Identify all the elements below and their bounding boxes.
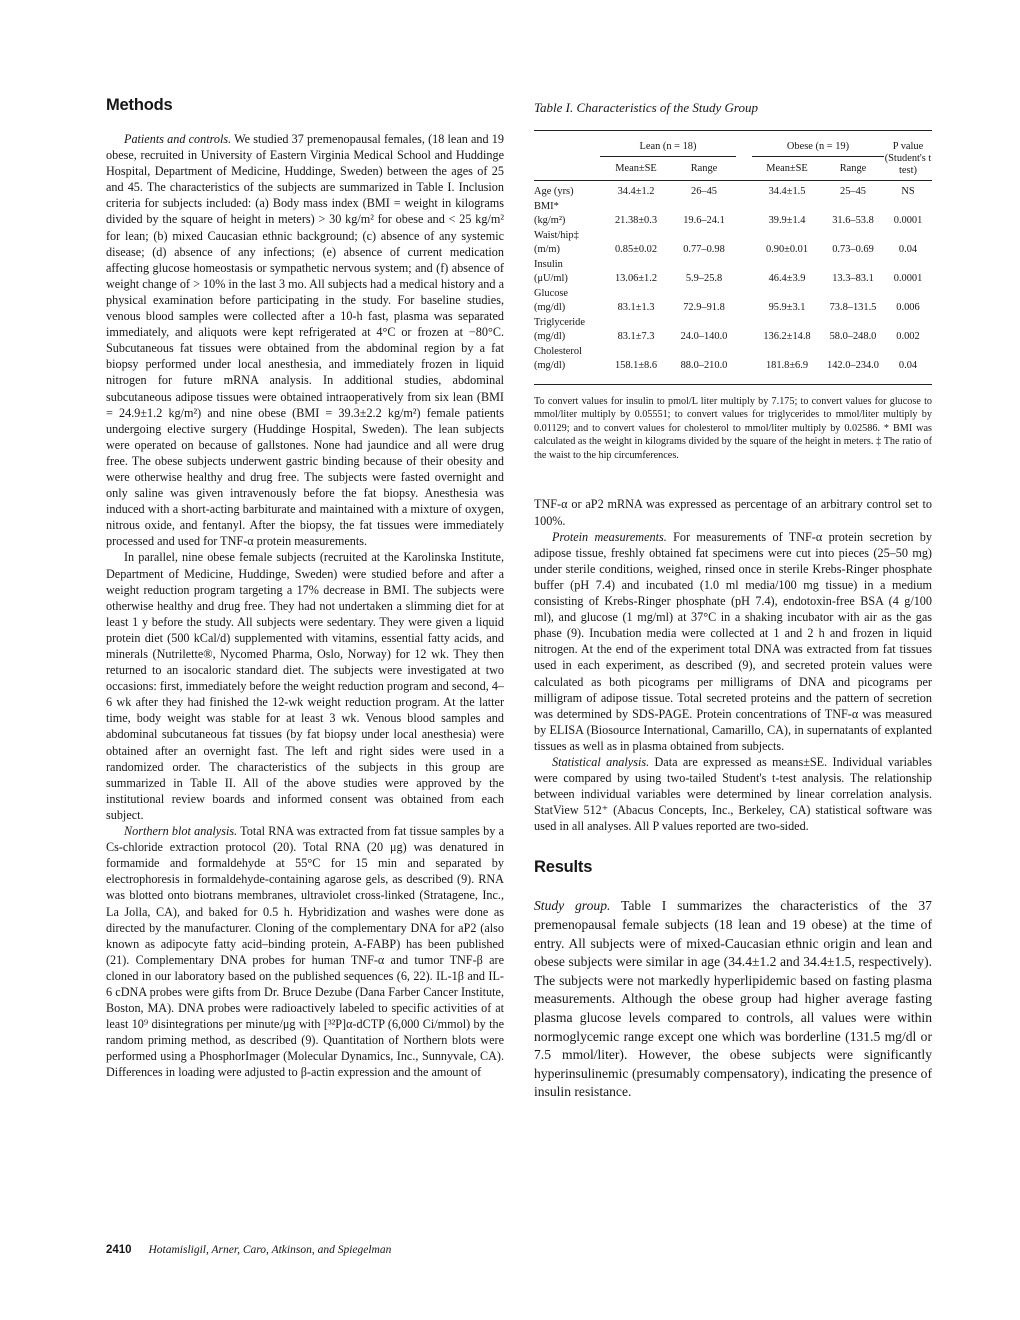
obese-group-header: Obese (n = 19): [752, 131, 884, 157]
obese-range-cell: 31.6–53.8: [832, 215, 874, 226]
table-row-label: [534, 229, 932, 244]
statistics-paragraph: [534, 754, 932, 834]
characteristics-table: [534, 130, 932, 385]
obese-mean-cell: 39.9±1.4: [768, 215, 806, 226]
lean-range-cell: 24.0–140.0: [680, 331, 728, 342]
obese-range-cell: 73.8–131.5: [829, 302, 877, 313]
table-row: [534, 330, 932, 345]
row-label: Glucose: [534, 287, 569, 299]
obese-mean-cell: 95.9±3.1: [768, 302, 806, 313]
table-row-label: [534, 200, 932, 215]
pvalue-cell: 0.0001: [893, 273, 923, 284]
lean-range-cell: 26–45: [691, 186, 717, 197]
lean-mean-cell: 158.1±8.6: [600, 359, 672, 384]
row-label: BMI*: [534, 200, 559, 212]
table-row-label: [534, 287, 932, 302]
table-row: [534, 359, 932, 384]
lean-group-header: Lean (n = 18): [600, 131, 736, 157]
row-unit: (mg/dl): [534, 302, 566, 313]
table-row: [534, 243, 932, 258]
obese-mean-header: Mean±SE: [766, 163, 808, 174]
lean-mean-cell: 34.4±1.2: [617, 186, 655, 197]
pvalue-cell: 0.04: [898, 244, 918, 255]
row-unit: (μU/ml): [534, 273, 568, 284]
lean-range-cell: 5.9–25.8: [685, 273, 723, 284]
table-row: [534, 214, 932, 229]
northern-text: Total RNA was extracted from fat tissue samples by a Cs-chloride extraction protocol (20). Total RNA (20 μg) was denatured in formamide and formaldehyde at 55°C for 15 min and separated by electrophoresis in formaldehyde-containing agarose gels, as described (9). RNA was blotted onto biotrans membranes, ultraviolet cross-linked (Stratagene, Inc., La Jolla, CA), and baked for 0.5 h. Hybridization and washes were done as directed by the manufacturer. Cloning of the complementary DNA for aP2 (also known as adipocyte fatty acid–binding protein, A-FABP) has been published (21). Complementary DNA probes for human TNF-α and tumor TNF-β are cloned in our laboratory based on the published sequences (6, 22). IL-1β and IL-6 cDNA probes were gifts from Dr. Bruce Dezube (Dana Farber Cancer Institute, Boston, MA). DNA probes were radioactively labeled to specific activities of at least 10⁹ disintegrations per minute/μg with [³²P]α-dCTP (6,000 Ci/mmol) by the random priming method, as described (9). Quantitation of Northern blots were performed using a PhosphorImager (Molecular Dynamics, Inc., Sunnyvale, CA). Differences in loading were adjusted to β-actin expression and the amount of: [106, 824, 505, 1080]
protein-text: For measurements of TNF-α protein secretion by adipose tissue, freshly obtained fat specimens were cut into pieces (25–50 mg) under sterile conditions, weighed, rinsed once in sterile Krebs-Ringer phosphate buffer (pH 7.4) and incubated (1.0 ml media/100 mg tissue) in a medium consisting of Krebs-Ringer phosphate (pH 7.4), endotoxin-free BSA (4 g/100 ml), and glucose (1 mg/ml) at 37°C in a shaking incubator with air as the gas phase (9). Incubation media were collected at 1 and 2 h and frozen in liquid nitrogen. At the end of the experiment total DNA was extracted from fat tissues used in each experiment, as described (9), and secreted protein values were calculated as both picograms per milligrams of DNA and picograms per milligram of adipose tissue. Total secreted proteins and the pattern of secretion was determined by SDS-PAGE. Protein concentrations of TNF-α was measured by ELISA (Biosource International, Camarillo, CA), in supernatants of explanted tissues as well as in plasma obtained from subjects.: [534, 529, 932, 753]
obese-range-header: Range: [839, 163, 867, 174]
results-heading: Results: [534, 858, 593, 877]
patients-text-1: We studied 37 premenopausal females, (18 lean and 19 obese, recruited in University of Eastern Virginia Medical School and Huddinge Hospital, Department of Medicine, Huddinge, Sweden) between the ages of 25 and 45. The characteristics of the subjects are summarized in Table I. Inclusion criteria for subjects included: (a) Body mass index (BMI = weight in kilograms divided by the square of height in meters) > 30 kg/m² for obese and < 25 kg/m² for lean; (b) mixed Caucasian ethnic background; (c) absence of any systemic disease; (d) absence of any infections; (e) absence of current medication affecting glucose homeostasis or sympathetic nervous system; and (f) absence of weight change of > 10% in the last 3 mo. All subjects had a medical history and a physical examination before participating in the study. For baseline studies, venous blood samples were collected after a 10-h fast, plasma was separated immediately, and aliquots were kept refrigerated at 4°C or frozen at −80°C. Subcutaneous fat tissues were obtained from the abdominal region by a fat biopsy performed under local anesthesia, and immediately frozen in liquid nitrogen for future mRNA analysis. In additional studies, abdominal subcutaneous adipose tissues were obtained intraoperatively from six lean (BMI = 24.9±1.2 kg/m²) and nine obese (BMI = 39.3±2.2 kg/m²) female patients undergoing elective surgery (Huddinge Hospital, Sweden). The lean subjects were operated on because of gallstones. None had jaundice and all were drug free. The obese subjects underwent gastric binding because of their obesity and were otherwise healthy and drug free. The subjects were fasted overnight and only saline was given intravenously before the fat biopsy. Anesthesia was induced with a short-acting barbiturate and maintained with a mixture of oxygen, nitrous oxide, and fentanyl. After the biopsy, the fat tissues were immediately processed and used for TNF-α protein measurements.: [106, 132, 504, 549]
row-unit: (m/m): [534, 244, 560, 255]
row-label: Age (yrs): [534, 186, 574, 197]
patients-paragraph-1: [106, 131, 504, 549]
obese-range-cell: 142.0–234.0: [822, 359, 884, 384]
table-row-label: [534, 316, 932, 331]
patients-runin: Patients and controls.: [124, 132, 232, 146]
right-column: [534, 100, 932, 1102]
lean-range-cell: 72.9–91.8: [683, 302, 725, 313]
page-footer: [106, 1244, 391, 1256]
row-label: Insulin: [534, 258, 563, 270]
row-label: Cholesterol: [534, 345, 582, 357]
patients-paragraph-2: [106, 549, 504, 823]
obese-mean-cell: 0.90±0.01: [765, 244, 809, 255]
obese-mean-cell: 181.8±6.9: [752, 359, 822, 384]
lean-mean-cell: 83.1±7.3: [617, 331, 655, 342]
running-authors: Hotamisligil, Arner, Caro, Atkinson, and Spiegelman: [148, 1244, 392, 1256]
pvalue-cell: 0.0001: [893, 215, 923, 226]
pvalue-header: P value (Student's t test): [884, 141, 932, 176]
table-footnote: To convert values for insulin to pmol/L liter multiply by 7.175; to convert values for glucose to mmol/liter multiply by 0.05551; to convert values for triglycerides to mmol/liter multiply by 0.01129; and to convert values for cholesterol to mmol/liter multiply by 0.02586. * BMI was calculated as the weight in kilograms divided by the square of the height in meters. ‡ The ratio of the waist to the hip circumferences.: [534, 395, 932, 461]
northern-paragraph: [106, 823, 504, 1081]
statistics-text: Data are expressed as means±SE. Individual variables were compared by using two-tailed Student's t-test analysis. The relationship between individual variables were determined by linear correlation analysis. StatView 512⁺ (Abacus Concepts, Inc., Berkeley, CA) statistical software was used in all analyses. All P values reported are two-sided.: [534, 754, 932, 834]
table-row: [534, 181, 932, 200]
continued-paragraph: TNF-α or aP2 mRNA was expressed as percentage of an arbitrary control set to 100%.: [534, 497, 932, 528]
study-group-paragraph: [534, 897, 932, 1102]
lean-mean-cell: 21.38±0.3: [614, 215, 658, 226]
table-row: [534, 301, 932, 316]
methods-heading: Methods: [106, 96, 173, 114]
obese-mean-cell: 34.4±1.5: [768, 186, 806, 197]
study-group-text: Table I summarizes the characteristics of the 37 premenopausal female subjects (18 lean and 19 obese) at the time of entry. All subjects were of mixed-Caucasian ethnic origin and lean and obese subjects were similar in age (34.4±1.2 and 34.4±1.5, respectively). The subjects were not markedly hyperlipidemic based on fasting plasma measurements. Although the obese group had higher average fasting plasma glucose levels compared to controls, all values were within normoglycemic range except one which was borderline (131.5 mg/dl or 7.5 mmol/liter). However, the obese subjects were significantly hyperinsulinemic (presumably compensatory), indicating the presence of insulin resistance.: [534, 898, 932, 1100]
row-unit: (kg/m²): [534, 215, 566, 226]
lean-range-header: Range: [690, 163, 718, 174]
obese-range-cell: 13.3–83.1: [832, 273, 874, 284]
table-row-label: [534, 345, 932, 360]
page-number: 2410: [106, 1244, 132, 1256]
pvalue-cell: 0.002: [896, 331, 920, 342]
lean-mean-cell: 13.06±1.2: [614, 273, 658, 284]
table-row: [534, 272, 932, 287]
patients-text-2: In parallel, nine obese female subjects (recruited at the Karolinska Institute, Department of Medicine, Huddinge, Sweden) were studied before and after a weight reduction program targeting a 17% decrease in BMI. The subjects were otherwise healthy and drug free. They had not undertaken a slimming diet for at least 1 y before the study. All subjects were sedentary. They were given a liquid protein diet (500 kCal/d) supplemented with vitamins, essential fatty acids, and minerals (Nutrilette®, Nycomed Pharma, Oslo, Norway) for 12 wk. They then returned to an isocaloric standard diet. The subjects were investigated at two occasions: first, immediately before the weight reduction program and second, 4–6 wk after they had finished the 12-wk weight reduction program. At the latter time, body weight was stable for at least 3 wk. Venous blood samples and abdominal subcutaneous fat tissues (by fat biopsy under local anesthesia) were obtained after an overnight fast. The left and right sides were used in a randomized order. The characteristics of the subjects in this group are summarized in Table II. All of the above studies were approved by the institutional review boards and informed consent was obtained from each subject.: [106, 550, 505, 822]
lean-range-cell: 19.6–24.1: [683, 215, 725, 226]
study-group-runin: Study group.: [534, 898, 611, 914]
pvalue-cell: 0.006: [896, 302, 920, 313]
row-label: Waist/hip‡: [534, 229, 579, 241]
left-column: [106, 96, 504, 1081]
table-title: Table I. Characteristics of the Study Group: [534, 100, 759, 115]
obese-mean-cell: 136.2±14.8: [763, 331, 811, 342]
obese-range-cell: 0.73–0.69: [832, 244, 874, 255]
table-row-label: [534, 258, 932, 273]
row-label: Triglyceride: [534, 316, 585, 328]
pvalue-cell: 0.04: [884, 359, 932, 384]
lean-range-cell: 88.0–210.0: [672, 359, 736, 384]
lean-mean-cell: 83.1±1.3: [617, 302, 655, 313]
row-unit: (mg/dl): [534, 359, 600, 384]
lean-mean-header: Mean±SE: [615, 163, 657, 174]
obese-range-cell: 58.0–248.0: [829, 331, 877, 342]
northern-runin: Northern blot analysis.: [124, 824, 238, 839]
lean-mean-cell: 0.85±0.02: [614, 244, 658, 255]
statistics-runin: Statistical analysis.: [552, 754, 650, 769]
protein-runin: Protein measurements.: [552, 529, 667, 544]
row-unit: (mg/dl): [534, 331, 566, 342]
obese-range-cell: 25–45: [840, 186, 866, 197]
obese-mean-cell: 46.4±3.9: [768, 273, 806, 284]
lean-range-cell: 0.77–0.98: [683, 244, 725, 255]
protein-paragraph: [534, 529, 932, 754]
pvalue-cell: NS: [901, 186, 915, 197]
